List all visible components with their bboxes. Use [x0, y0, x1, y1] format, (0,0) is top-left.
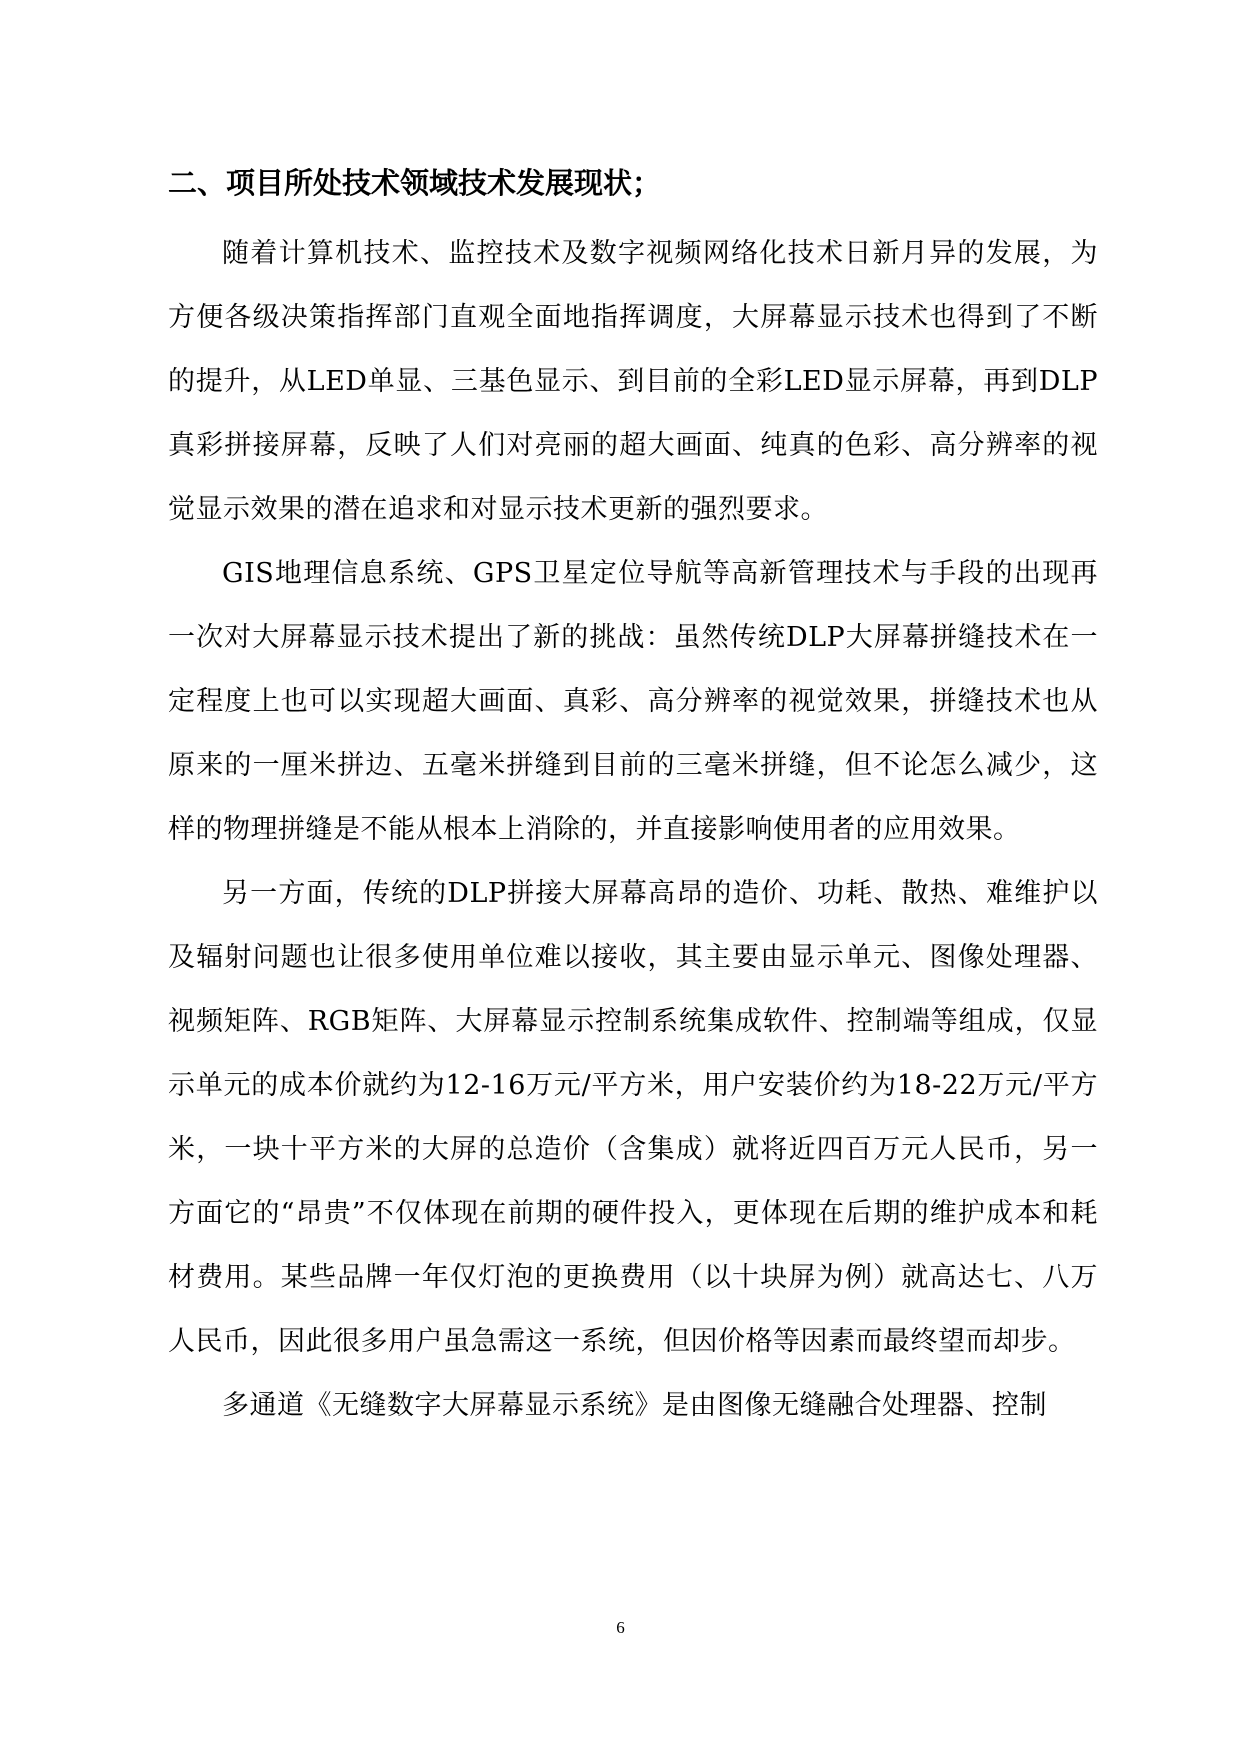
paragraph-seamless-system: 多通道《无缝数字大屏幕显示系统》是由图像无缝融合处理器、控制 — [222, 1390, 1047, 1421]
section-heading: 二、项目所处技术领域技术发展现状； — [168, 166, 662, 200]
page-number: 6 — [616, 1618, 625, 1637]
document-body — [168, 222, 1098, 1438]
paragraph-dlp-cost: 另一方面，传统的DLP拼接大屏幕高昂的造价、功耗、散热、难维护以及辐射问题也让很多使用单位难以接收，其主要由显示单元、图像处理器、视频矩阵、RGB矩阵、大屏幕显示控制系统集成软件、控制端等组成，仅显示单元的成本价就约为12-16万元/平方米，用户安装价约为18-22万元/平方米，一块十平方米的大屏的总造价（含集成）就将近四百万元人民币，另一方面它的“昂贵”不仅体现在前期的硬件投入，更体现在后期的维护成本和耗材费用。某些品牌一年仅灯泡的更换费用（以十块屏为例）就高达七、八万人民币，因此很多用户虽急需这一系统，但因价格等因素而最终望而却步。 — [168, 878, 1098, 1357]
paragraph-gis-gps-challenge: GIS地理信息系统、GPS卫星定位导航等高新管理技术与手段的出现再一次对大屏幕显示技术提出了新的挑战：虽然传统DLP大屏幕拼缝技术在一定程度上也可以实现超大画面、真彩、高分辨率的视觉效果，拼缝技术也从原来的一厘米拼边、五毫米拼缝到目前的三毫米拼缝，但不论怎么减少，这样的物理拼缝是不能从根本上消除的，并直接影响使用者的应用效果。 — [168, 558, 1098, 845]
paragraph-development: 随着计算机技术、监控技术及数字视频网络化技术日新月异的发展，为方便各级决策指挥部门直观全面地指挥调度，大屏幕显示技术也得到了不断的提升，从LED单显、三基色显示、到目前的全彩LED显示屏幕，再到DLP真彩拼接屏幕，反映了人们对亮丽的超大画面、纯真的色彩、高分辨率的视觉显示效果的潜在追求和对显示技术更新的强烈要求。 — [168, 238, 1098, 525]
